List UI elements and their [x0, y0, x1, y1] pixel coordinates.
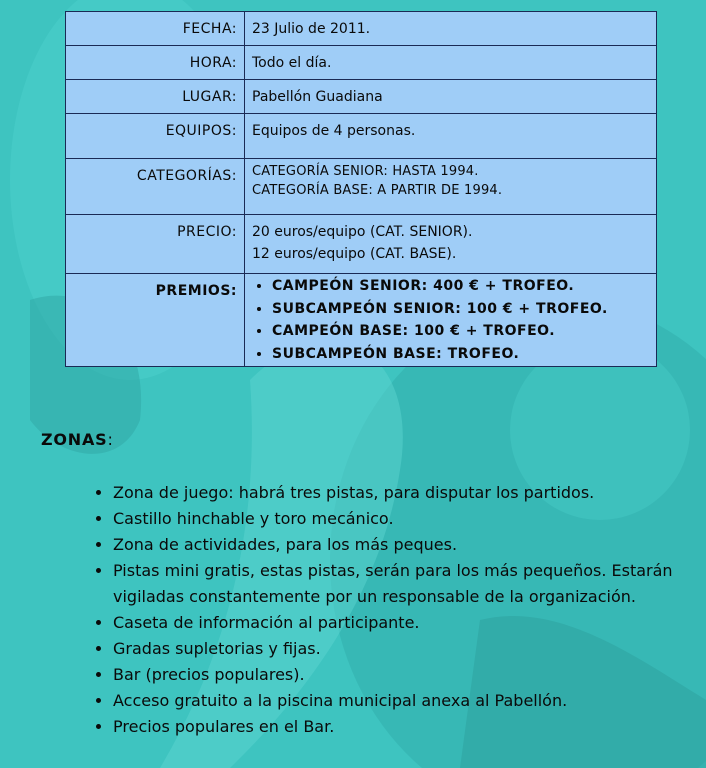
precio-label: PRECIO: [66, 215, 245, 274]
row-categorias [66, 159, 657, 215]
row-premios [66, 274, 657, 367]
premio-item: • SUBCAMPEÓN BASE: TROFEO. [272, 343, 649, 366]
zona-item: • Zona de actividades, para los más peques. [113, 532, 673, 558]
categoria-base: CATEGORÍA BASE: A PARTIR DE 1994. [252, 183, 503, 198]
zonas-title: ZONAS [41, 430, 108, 449]
row-hora [66, 46, 657, 80]
fecha-value: 23 Julio de 2011. [245, 12, 657, 46]
lugar-label: LUGAR: [66, 80, 245, 114]
zona-item: • Pistas mini gratis, estas pistas, serán para los más pequeños. Estarán vigiladas constantemente por un responsable de la organización. [113, 558, 673, 610]
hora-label: HORA: [66, 46, 245, 80]
event-info-table [65, 11, 657, 367]
lugar-value: Pabellón Guadiana [245, 80, 657, 114]
categorias-label: CATEGORÍAS: [66, 159, 245, 215]
equipos-value: Equipos de 4 personas. [245, 114, 657, 159]
row-fecha [66, 12, 657, 46]
premio-item: • CAMPEÓN SENIOR: 400 € + TROFEO. [272, 275, 649, 298]
fecha-label: FECHA: [66, 12, 245, 46]
zonas-list [88, 480, 673, 740]
categoria-senior: CATEGORÍA SENIOR: HASTA 1994. [252, 164, 479, 179]
premio-item: • SUBCAMPEÓN SENIOR: 100 € + TROFEO. [272, 298, 649, 321]
zona-item: • Precios populares en el Bar. [113, 714, 673, 740]
zonas-heading [41, 430, 114, 449]
zona-item: • Castillo hinchable y toro mecánico. [113, 506, 673, 532]
premios-list [252, 275, 649, 365]
precio-senior: 20 euros/equipo (CAT. SENIOR). [252, 224, 473, 240]
premios-label: PREMIOS: [66, 274, 245, 367]
hora-value: Todo el día. [245, 46, 657, 80]
zona-item: • Gradas supletorias y fijas. [113, 636, 673, 662]
equipos-label: EQUIPOS: [66, 114, 245, 159]
precio-base: 12 euros/equipo (CAT. BASE). [252, 246, 457, 262]
zonas-colon: : [107, 430, 114, 449]
premio-item: • CAMPEÓN BASE: 100 € + TROFEO. [272, 320, 649, 343]
row-precio [66, 215, 657, 274]
zona-item: • Caseta de información al participante. [113, 610, 673, 636]
zona-item: • Bar (precios populares). [113, 662, 673, 688]
zona-item: • Acceso gratuito a la piscina municipal anexa al Pabellón. [113, 688, 673, 714]
zona-item: • Zona de juego: habrá tres pistas, para disputar los partidos. [113, 480, 673, 506]
row-lugar [66, 80, 657, 114]
row-equipos [66, 114, 657, 159]
